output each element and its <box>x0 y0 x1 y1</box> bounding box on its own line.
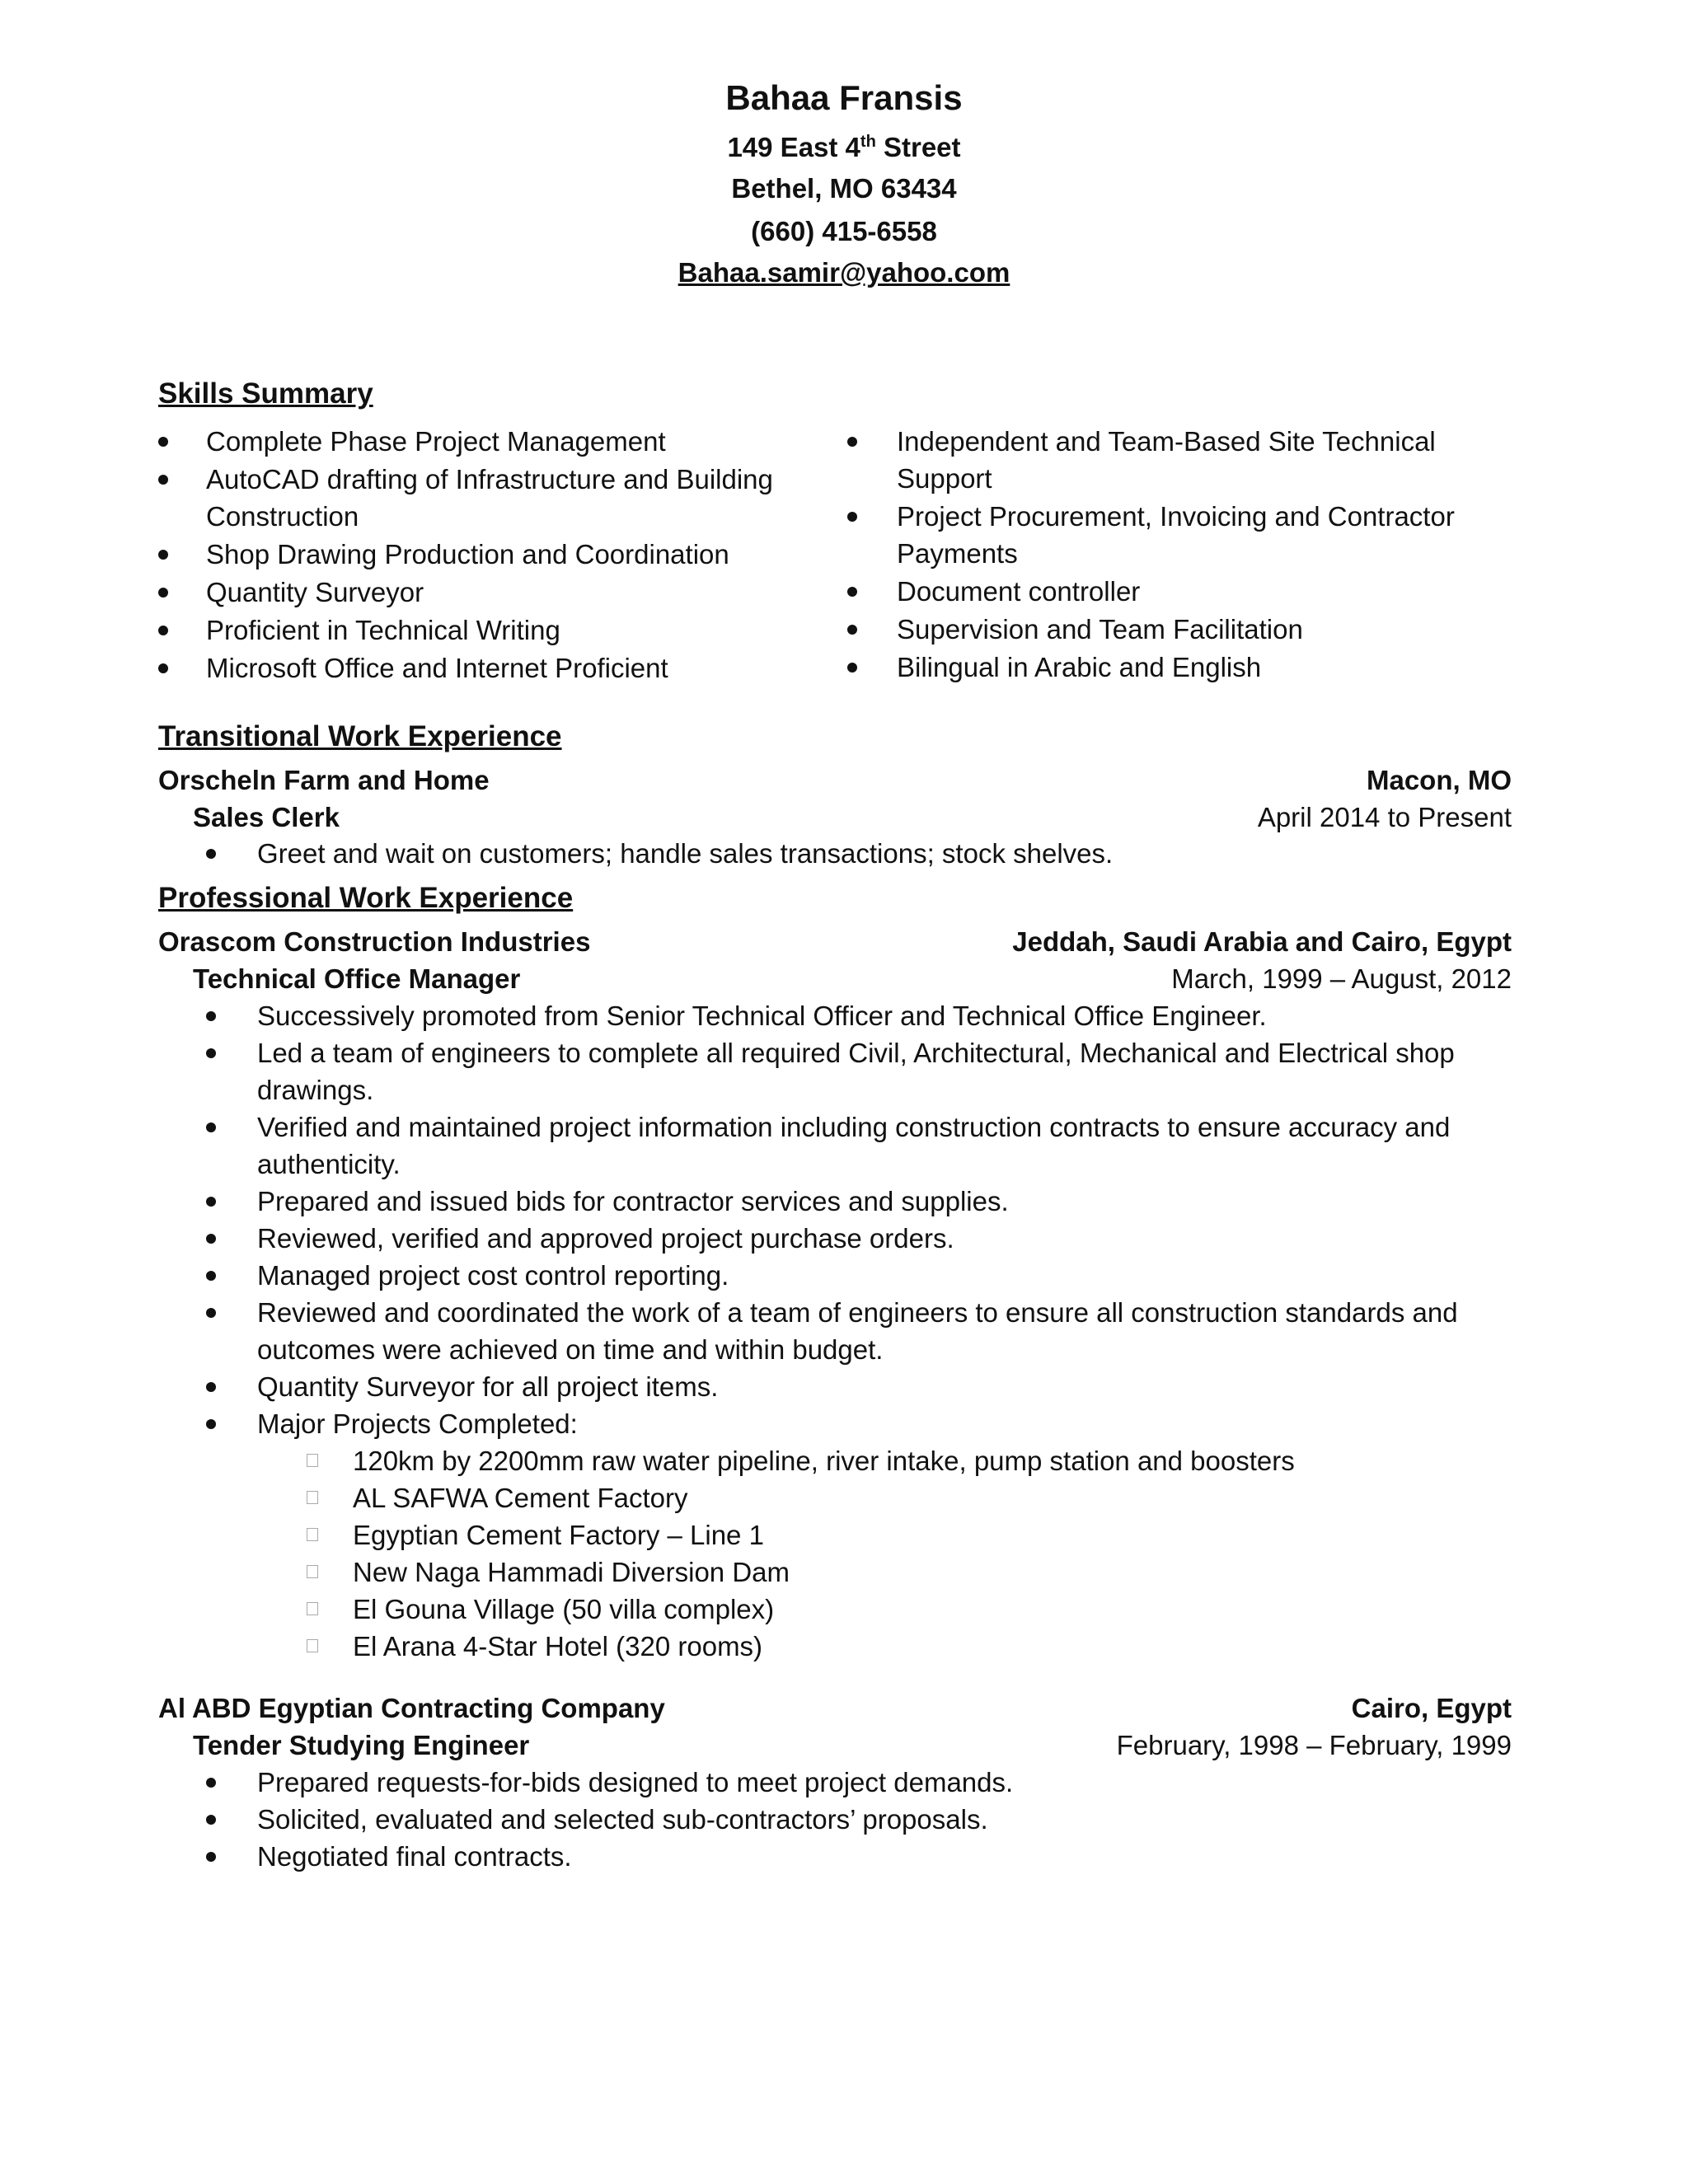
list-item: Successively promoted from Senior Technical Officer and Technical Office Engineer. <box>206 997 1508 1034</box>
bullet-icon <box>206 1815 216 1825</box>
email-link[interactable]: Bahaa.samir@yahoo.com <box>678 257 1010 288</box>
bullet-icon <box>847 587 857 597</box>
transitional-role-row <box>158 799 1512 836</box>
list-item: Complete Phase Project Management <box>158 423 834 460</box>
bullet-icon <box>206 1419 216 1429</box>
list-item: Managed project cost control reporting. <box>206 1257 1508 1294</box>
bullet-icon <box>206 1197 216 1207</box>
bullet-icon <box>206 1852 216 1862</box>
list-item: Verified and maintained project information including construction contracts to ensure accuracy and authenticity. <box>206 1108 1508 1183</box>
checkbox-bullet-icon <box>307 1454 318 1467</box>
checkbox-bullet-icon <box>307 1565 318 1578</box>
checkbox-bullet-icon <box>307 1602 318 1615</box>
bullet-icon <box>206 1778 216 1788</box>
transitional-company-row <box>158 762 1512 799</box>
address-line <box>0 132 1688 163</box>
bullet-icon <box>206 1308 216 1318</box>
list-item: Negotiated final contracts. <box>206 1838 1508 1875</box>
list-item: Solicited, evaluated and selected sub-contractors’ proposals. <box>206 1801 1508 1838</box>
job-dates: February, 1998 – February, 1999 <box>1116 1730 1512 1760</box>
bullet-icon <box>847 663 857 673</box>
list-item: Reviewed, verified and approved project purchase orders. <box>206 1220 1508 1257</box>
job2-role-row <box>158 1727 1512 1764</box>
bullet-icon <box>206 1011 216 1021</box>
bullet-icon <box>158 663 168 673</box>
bullet-icon <box>206 849 216 859</box>
city-line: Bethel, MO 63434 <box>731 173 957 204</box>
list-item: Document controller <box>847 573 1515 610</box>
skills-heading: Skills Summary <box>158 377 373 410</box>
checkbox-bullet-icon <box>307 1491 318 1504</box>
bullet-icon <box>158 475 168 485</box>
list-item: Project Procurement, Invoicing and Contractor Payments <box>847 498 1515 572</box>
bullet-icon <box>206 1048 216 1058</box>
bullet-icon <box>847 437 857 447</box>
company-name: Al ABD Egyptian Contracting Company <box>158 1693 665 1723</box>
bullet-icon <box>206 1271 216 1281</box>
bullet-icon <box>847 625 857 635</box>
list-item: Prepared requests-for-bids designed to meet project demands. <box>206 1764 1508 1801</box>
bullet-icon <box>158 437 168 447</box>
company-name: Orascom Construction Industries <box>158 926 591 957</box>
job-dates: April 2014 to Present <box>1257 802 1512 832</box>
job1-role-row <box>158 960 1512 997</box>
job2-company-row <box>158 1690 1512 1727</box>
list-item: Bilingual in Arabic and English <box>847 649 1515 686</box>
job-dates: March, 1999 – August, 2012 <box>1171 963 1512 994</box>
job2-bullets <box>206 1764 1508 1875</box>
skills-list-left <box>158 423 834 687</box>
list-item: AL SAFWA Cement Factory <box>307 1479 1510 1516</box>
bullet-icon <box>158 626 168 635</box>
bullet-icon <box>158 550 168 560</box>
list-item: Proficient in Technical Writing <box>158 612 834 649</box>
list-item: Major Projects Completed: <box>206 1405 1508 1442</box>
job1-bullets <box>206 997 1508 1442</box>
job-title: Technical Office Manager <box>193 963 521 994</box>
list-item: Reviewed and coordinated the work of a team of engineers to ensure all construction standards and outcomes were achieved on time and within budget. <box>206 1294 1508 1368</box>
phone-line: (660) 415-6558 <box>751 216 937 246</box>
job-title: Sales Clerk <box>193 802 340 832</box>
address-street: 149 East 4 <box>727 132 860 162</box>
list-item: 120km by 2200mm raw water pipeline, river intake, pump station and boosters <box>307 1442 1510 1479</box>
list-item: El Gouna Village (50 villa complex) <box>307 1591 1510 1628</box>
list-item: Quantity Surveyor for all project items. <box>206 1368 1508 1405</box>
company-name: Orscheln Farm and Home <box>158 765 490 795</box>
bullet-icon <box>206 1382 216 1392</box>
address-ordinal: th <box>860 133 876 151</box>
transitional-bullets <box>206 835 1508 872</box>
job-title: Tender Studying Engineer <box>193 1730 530 1760</box>
bullet-icon <box>847 512 857 522</box>
checkbox-bullet-icon <box>307 1528 318 1541</box>
company-location: Macon, MO <box>1366 765 1512 795</box>
bullet-icon <box>206 1234 216 1244</box>
email-line <box>0 257 1688 288</box>
bullet-icon <box>206 1122 216 1132</box>
list-item: El Arana 4-Star Hotel (320 rooms) <box>307 1628 1510 1665</box>
list-item: Microsoft Office and Internet Proficient <box>158 649 834 687</box>
list-item: Led a team of engineers to complete all required Civil, Architectural, Mechanical and Electrical shop drawings. <box>206 1034 1508 1108</box>
checkbox-bullet-icon <box>307 1639 318 1652</box>
list-item: Supervision and Team Facilitation <box>847 611 1515 648</box>
major-projects-list <box>307 1442 1510 1665</box>
bullet-icon <box>158 588 168 598</box>
job1-company-row <box>158 923 1512 960</box>
list-item: Greet and wait on customers; handle sales transactions; stock shelves. <box>206 835 1508 872</box>
company-location: Jeddah, Saudi Arabia and Cairo, Egypt <box>1012 926 1512 957</box>
list-item: Independent and Team-Based Site Technical Support <box>847 423 1515 497</box>
list-item: Prepared and issued bids for contractor services and supplies. <box>206 1183 1508 1220</box>
professional-heading: Professional Work Experience <box>158 882 574 914</box>
candidate-name: Bahaa Fransis <box>725 78 963 117</box>
company-location: Cairo, Egypt <box>1351 1693 1512 1723</box>
list-item: Quantity Surveyor <box>158 574 834 611</box>
list-item: New Naga Hammadi Diversion Dam <box>307 1554 1510 1591</box>
skills-list-right <box>847 423 1515 687</box>
list-item: Egyptian Cement Factory – Line 1 <box>307 1516 1510 1554</box>
list-item: AutoCAD drafting of Infrastructure and Building Construction <box>158 461 834 535</box>
list-item: Shop Drawing Production and Coordination <box>158 536 834 573</box>
address-street-suffix: Street <box>875 132 961 162</box>
transitional-heading: Transitional Work Experience <box>158 720 562 752</box>
